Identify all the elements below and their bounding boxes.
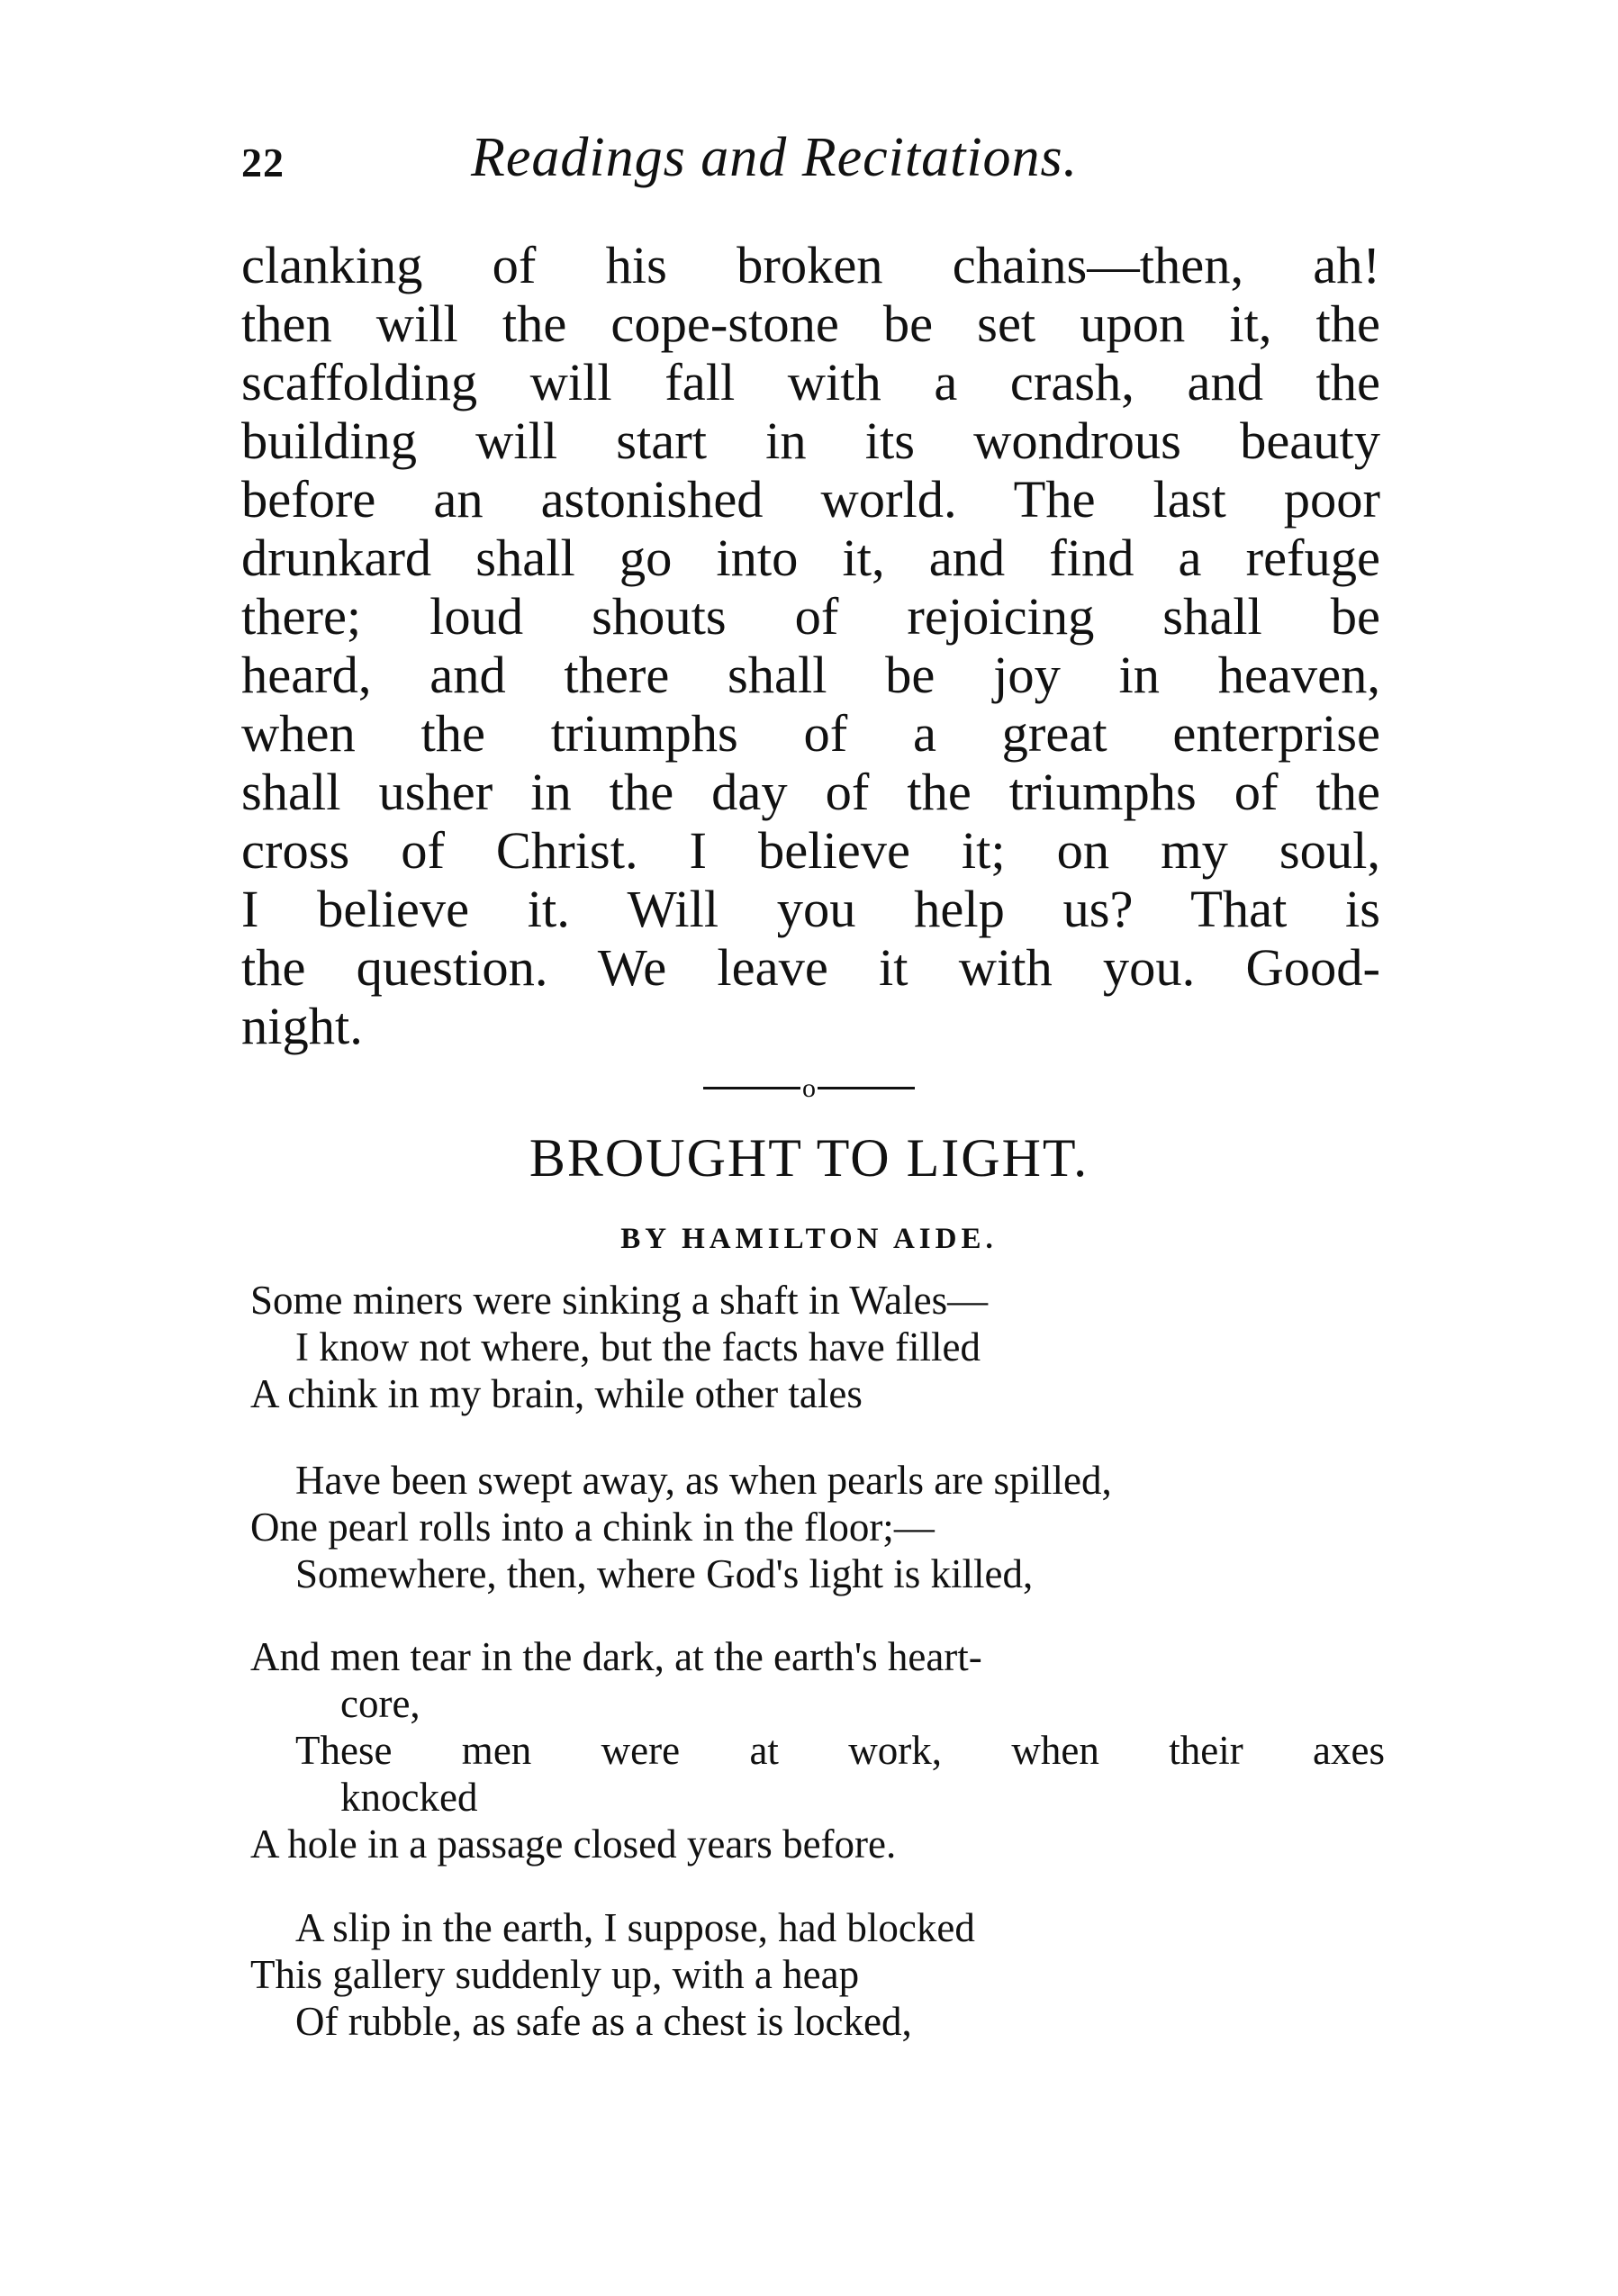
running-title: Readings and Recitations.: [471, 127, 1079, 188]
prose-line: heard, and there shall be joy in heaven,: [241, 646, 1380, 704]
prose-line: then will the cope-stone be set upon it, the: [241, 294, 1380, 353]
stanza: [250, 1904, 1385, 2045]
separator-rule-right: [818, 1087, 915, 1089]
verse-line: These men were at work, when their axes: [295, 1728, 1385, 1773]
verse-line: A chink in my brain, while other tales: [250, 1371, 863, 1416]
poem-title: BROUGHT TO LIGHT.: [529, 1128, 1089, 1188]
stanza: [250, 1277, 1385, 1417]
prose-line: drunkard shall go into it, and find a refuge: [241, 529, 1380, 587]
prose-line: scaffolding will fall with a crash, and the: [241, 353, 1380, 411]
prose-line: cross of Christ. I believe it; on my soul,: [241, 821, 1380, 880]
verse-line: Have been swept away, as when pearls are spilled,: [295, 1458, 1112, 1503]
verse-line: Some miners were sinking a shaft in Wales—: [250, 1278, 989, 1323]
verse-line: A hole in a passage closed years before.: [250, 1821, 897, 1867]
verse-line: And men tear in the dark, at the earth's heart-: [250, 1634, 982, 1679]
running-header: [241, 126, 1394, 198]
prose-line: the question. We leave it with you. Good-: [241, 938, 1380, 997]
stanza: [250, 1633, 1385, 1867]
prose-line: before an astonished world. The last poor: [241, 470, 1380, 529]
prose-line: night.: [241, 997, 363, 1055]
verse-line: A slip in the earth, I suppose, had blocked: [295, 1905, 975, 1950]
verse-line: Of rubble, as safe as a chest is locked,: [295, 1999, 912, 2044]
separator-ornament: o: [802, 1072, 816, 1103]
prose-line: building will start in its wondrous beauty: [241, 411, 1380, 470]
page-number: 22: [241, 140, 285, 185]
verse-line: This gallery suddenly up, with a heap: [250, 1952, 860, 1997]
separator-rule-left: [703, 1087, 800, 1089]
verse-line: core,: [340, 1681, 420, 1726]
verse-line: knocked: [340, 1775, 478, 1820]
stanza: [250, 1457, 1385, 1597]
verse-line: I know not where, but the facts have filled: [295, 1324, 981, 1369]
prose-paragraph: [241, 236, 1380, 1055]
poem-author: BY HAMILTON AIDE.: [620, 1223, 998, 1255]
prose-line: I believe it. Will you help us? That is: [241, 880, 1380, 938]
verse-line: One pearl rolls into a chink in the floor;—: [250, 1505, 935, 1550]
verse-line: Somewhere, then, where God's light is killed,: [295, 1551, 1034, 1596]
prose-line: when the triumphs of a great enterprise: [241, 704, 1380, 763]
prose-line: clanking of his broken chains—then, ah!: [241, 236, 1380, 294]
section-separator: [0, 1067, 1618, 1107]
prose-line: shall usher in the day of the triumphs of the: [241, 763, 1380, 821]
prose-line: there; loud shouts of rejoicing shall be: [241, 587, 1380, 646]
